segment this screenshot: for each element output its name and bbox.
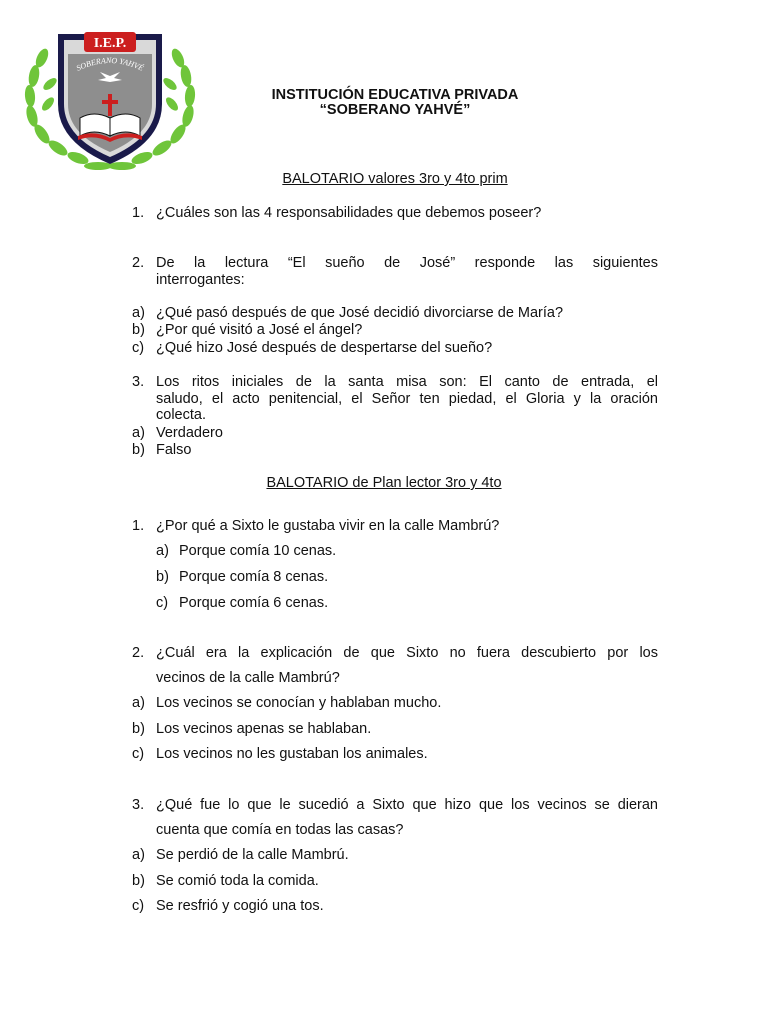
option-text: Porque comía 10 cenas. xyxy=(179,543,337,559)
option-text: Porque comía 8 cenas. xyxy=(179,569,329,585)
option-letter: b) xyxy=(132,721,145,737)
option-text: Falso xyxy=(156,442,192,458)
option-text: Se comió toda la comida. xyxy=(156,873,319,889)
option-letter: b) xyxy=(132,322,145,338)
section-title-plan-lector: BALOTARIO de Plan lector 3ro y 4to xyxy=(266,475,502,491)
question-number: 2. xyxy=(132,255,145,271)
option-letter: c) xyxy=(132,746,145,762)
option-letter: a) xyxy=(156,543,169,559)
school-name: INSTITUCIÓN EDUCATIVA PRIVADA xyxy=(271,87,519,103)
option-text: Los vecinos apenas se hablaban. xyxy=(156,721,372,737)
question-text-line: colecta. xyxy=(156,407,206,423)
option-letter: c) xyxy=(132,340,145,356)
question-number: 1. xyxy=(132,205,145,221)
section-title-valores: BALOTARIO valores 3ro y 4to prim xyxy=(282,171,508,187)
question-number: 1. xyxy=(132,518,145,534)
option-text: ¿Qué pasó después de que José decidió divorciarse de María? xyxy=(156,305,564,321)
option-letter: b) xyxy=(132,873,145,889)
question-number: 2. xyxy=(132,645,145,661)
question-text-line: interrogantes: xyxy=(156,272,245,288)
option-letter: a) xyxy=(132,847,145,863)
question-text-line: Los ritos iniciales de la santa misa son: El canto de entrada, el xyxy=(156,374,658,390)
option-letter: a) xyxy=(132,305,145,321)
question-number: 3. xyxy=(132,374,145,390)
option-letter: c) xyxy=(156,595,169,611)
school-crest-icon xyxy=(18,24,202,178)
school-motto: “SOBERANO YAHVÉ” xyxy=(319,102,471,118)
question-text-line: saludo, el acto penitencial, el Señor ten piedad, el Gloria y la oración xyxy=(156,391,658,407)
option-text: Se resfrió y cogió una tos. xyxy=(156,898,324,914)
option-letter: c) xyxy=(132,898,145,914)
question-text-line: De la lectura “El sueño de José” responde las siguientes xyxy=(156,255,658,271)
option-text: Los vecinos no les gustaban los animales. xyxy=(156,746,428,762)
question-number: 3. xyxy=(132,797,145,813)
logo-arc-text: SOBERANO YAHVÉ xyxy=(74,55,146,73)
question-text: ¿Cuáles son las 4 responsabilidades que debemos poseer? xyxy=(156,205,542,221)
option-letter: b) xyxy=(156,569,169,585)
question-text-line: ¿Cuál era la explicación de que Sixto no fuera descubierto por los xyxy=(156,645,658,661)
question-text-line: ¿Qué fue lo que le sucedió a Sixto que hizo que los vecinos se dieran xyxy=(156,797,658,813)
school-logo xyxy=(18,24,202,178)
option-text: Se perdió de la calle Mambrú. xyxy=(156,847,349,863)
logo-top-text: I.E.P. xyxy=(93,36,127,51)
option-text: ¿Qué hizo José después de despertarse del sueño? xyxy=(156,340,493,356)
option-letter: b) xyxy=(132,442,145,458)
question-text: ¿Por qué a Sixto le gustaba vivir en la calle Mambrú? xyxy=(156,518,500,534)
option-text: Los vecinos se conocían y hablaban mucho. xyxy=(156,695,442,711)
option-text: ¿Por qué visitó a José el ángel? xyxy=(156,322,363,338)
question-text-line: vecinos de la calle Mambrú? xyxy=(156,670,340,686)
question-text-line: cuenta que comía en todas las casas? xyxy=(156,822,404,838)
option-text: Porque comía 6 cenas. xyxy=(179,595,329,611)
option-letter: a) xyxy=(132,425,145,441)
option-letter: a) xyxy=(132,695,145,711)
option-text: Verdadero xyxy=(156,425,223,441)
